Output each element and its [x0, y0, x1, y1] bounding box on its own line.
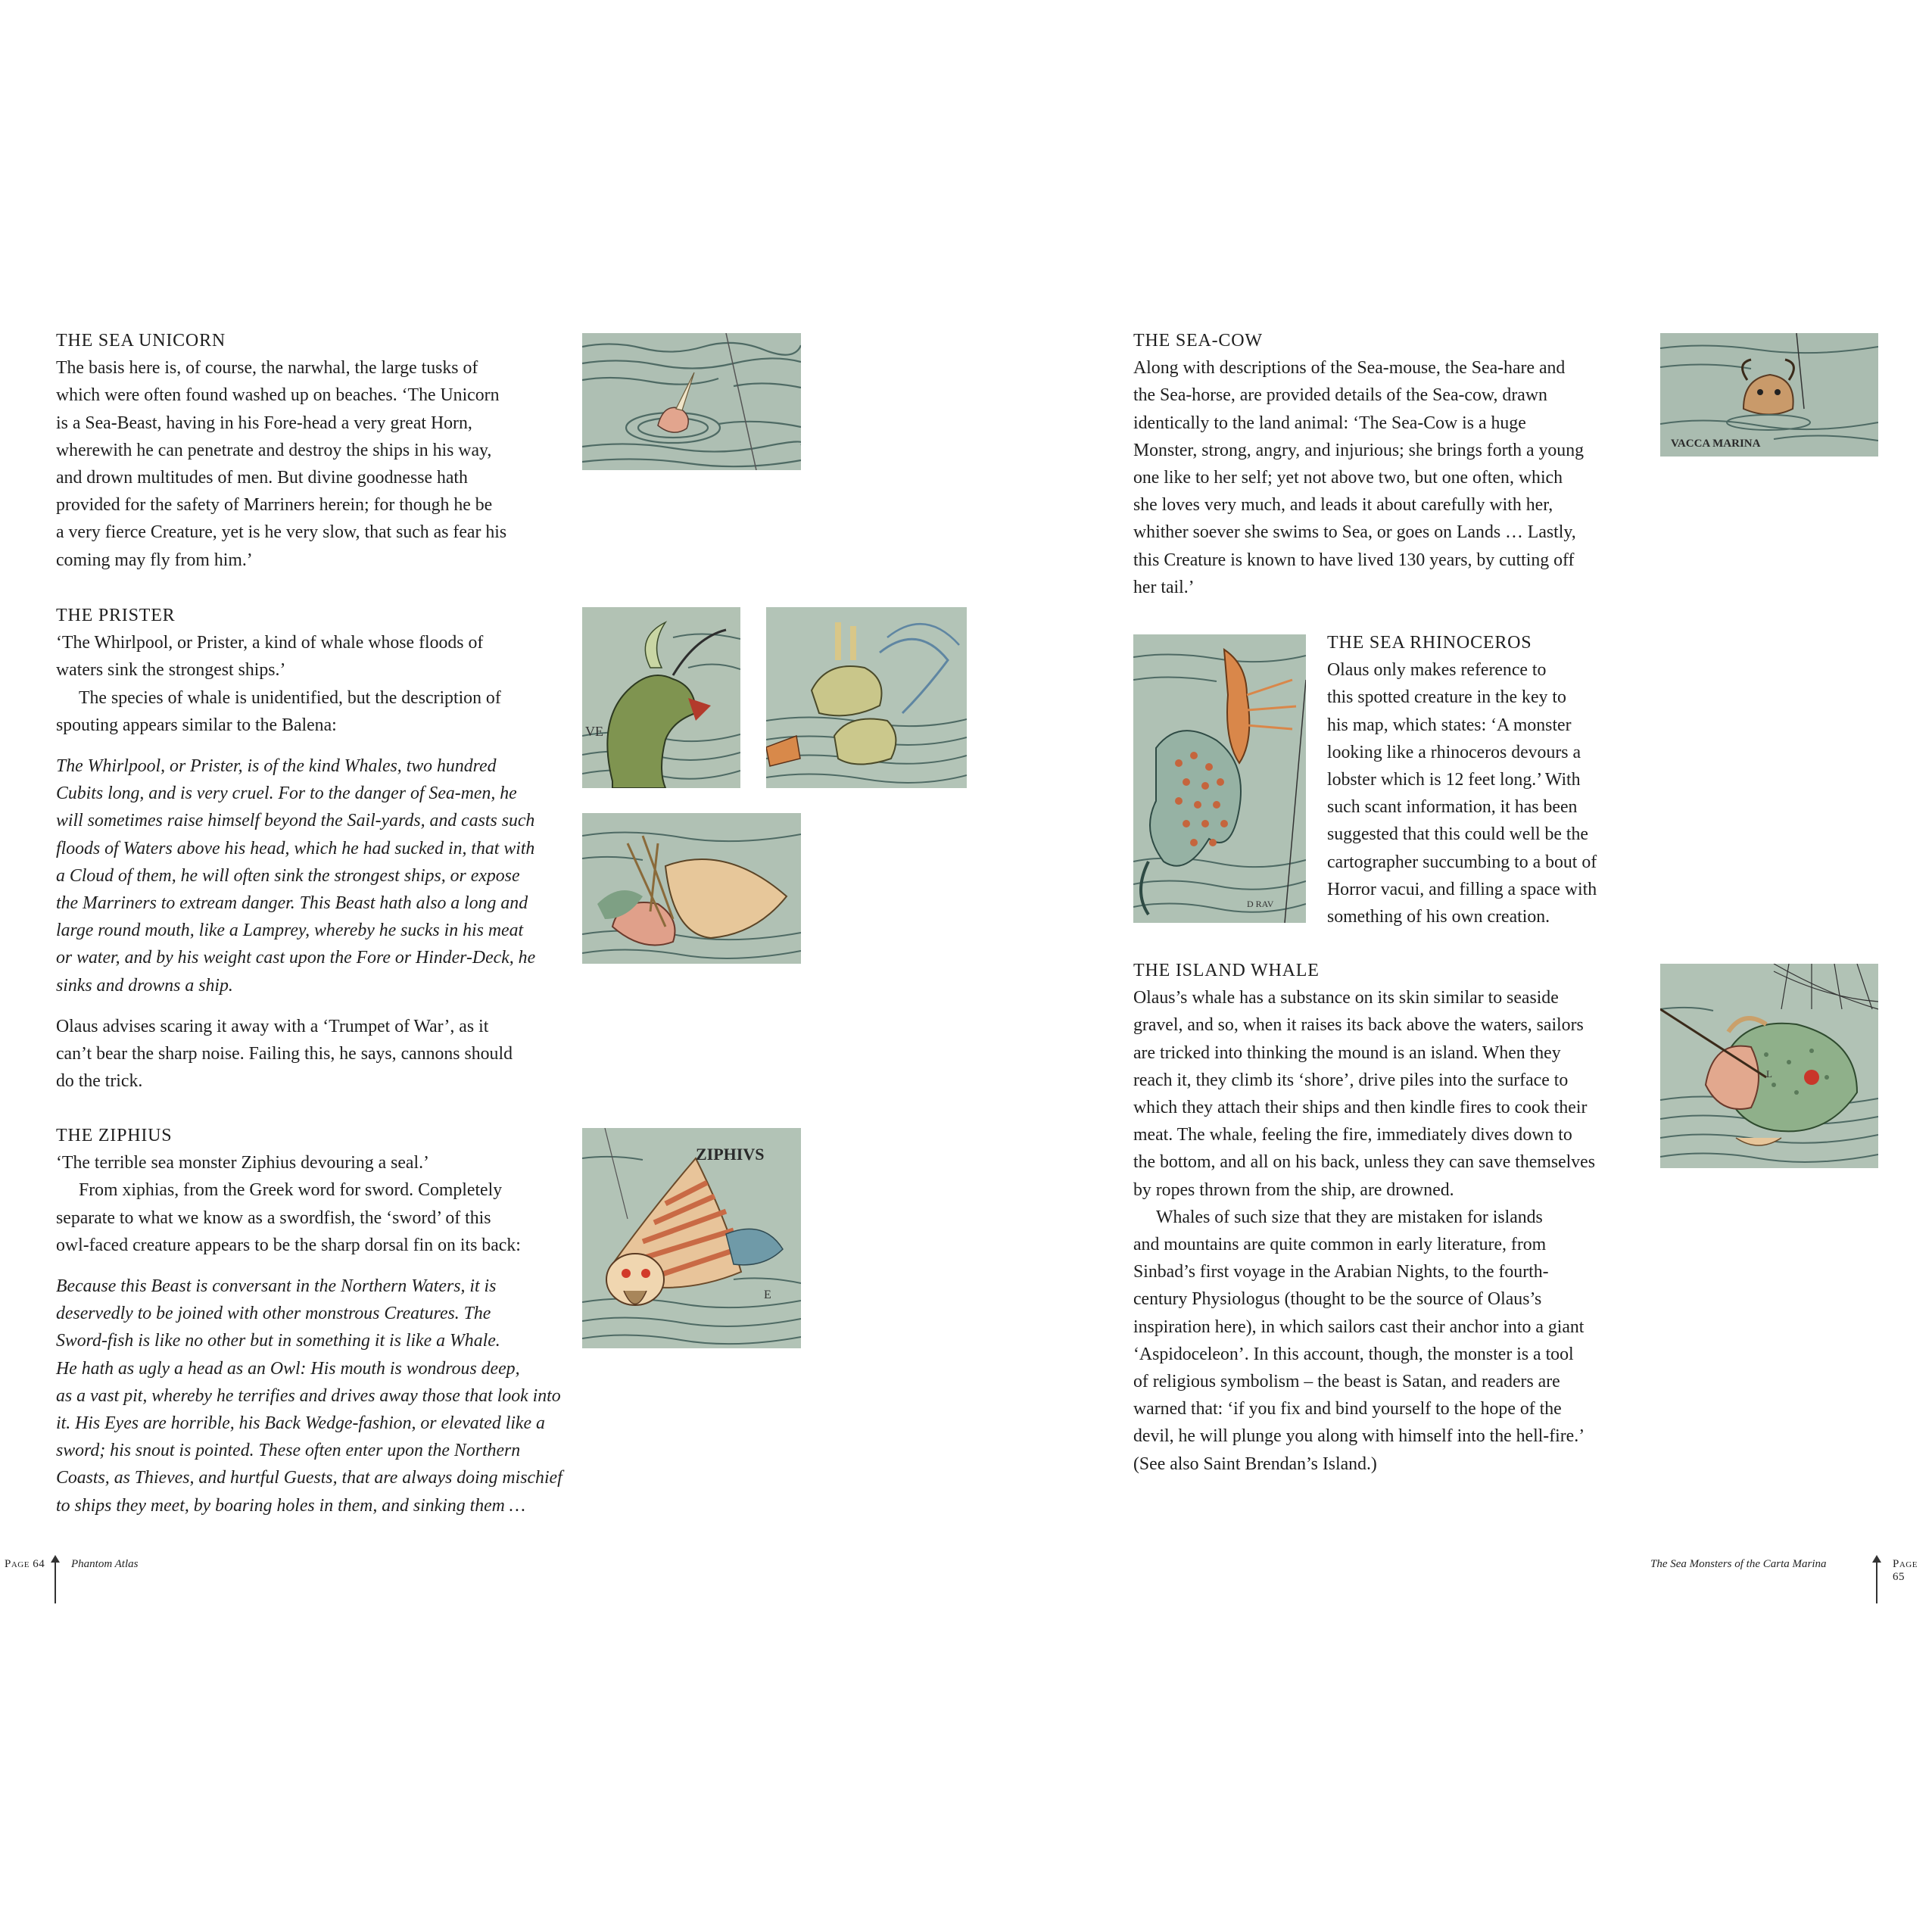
sea-rhinoceros-section [1327, 629, 1630, 930]
text-line: deservedly to be joined with other monstrous Creatures. The [56, 1304, 491, 1324]
text-line: Olaus advises scaring it away with a ‘Trumpet of War’, as it [56, 1016, 489, 1036]
text-line: a very fierce Creature, yet is he very slow, that such as fear his [56, 522, 507, 543]
text-line: Sinbad’s first voyage in the Arabian Nights, to the fourth- [1133, 1262, 1549, 1282]
svg-text:L: L [1766, 1068, 1772, 1080]
text-line: her tail.’ [1133, 577, 1195, 597]
text-line: Coasts, as Thieves, and hurtful Guests, that are always doing mischief [56, 1468, 562, 1488]
text-line: a Cloud of them, he will often sink the strongest ships, or expose [56, 865, 520, 886]
sea-unicorn-body [56, 354, 556, 574]
svg-text:VE: VE [585, 724, 603, 739]
text-line: Because this Beast is conversant in the Northern Waters, it is [56, 1276, 497, 1297]
ziphius-image [582, 1128, 801, 1348]
ziphius-figure-label: ZIPHIVS [696, 1145, 765, 1164]
sea-cow-section [1133, 327, 1618, 601]
right-running-title: The Sea Monsters of the Carta Marina [1650, 1558, 1827, 1570]
text-line: The Whirlpool, or Prister, is of the kind Whales, two hundred [56, 756, 497, 777]
sea-cow-figure-label: VACCA MARINA [1671, 438, 1761, 450]
text-line: his map, which states: ‘A monster [1327, 715, 1572, 735]
sea-unicorn-heading: THE SEA UNICORN [56, 331, 226, 351]
text-line: Sword-fish is like no other but in something it is like a Whale. [56, 1331, 500, 1351]
text-line: as a vast pit, whereby he terrifies and drives away those that look into [56, 1385, 561, 1406]
text-line: Horror vacui, and filling a space with [1327, 879, 1597, 899]
text-line: cartographer succumbing to a bout of [1327, 852, 1597, 872]
sea-unicorn-image [582, 333, 801, 470]
text-line: The species of whale is unidentified, but the description of [79, 687, 501, 708]
left-running-title: Phantom Atlas [71, 1558, 139, 1570]
sea-unicorn-section [56, 327, 556, 574]
text-line: ‘The terrible sea monster Ziphius devouring a seal.’ [56, 1153, 429, 1173]
text-line: separate to what we know as a swordfish, the ‘sword’ of this [56, 1208, 491, 1228]
text-line: Along with descriptions of the Sea-mouse, the Sea-hare and [1133, 358, 1566, 379]
text-line: she loves very much, and leads it about carefully with her, [1133, 495, 1553, 516]
text-line: something of his own creation. [1327, 907, 1550, 927]
text-line: and mountains are quite common in early literature, from [1133, 1235, 1547, 1255]
text-line: spouting appears similar to the Balena: [56, 715, 337, 735]
prister-after [56, 1013, 556, 1095]
prister-quote [56, 753, 556, 999]
text-line: this Creature is known to have lived 130 years, by cutting off [1133, 550, 1575, 570]
text-line: meat. The whale, feeling the fire, immediately dives down to [1133, 1125, 1572, 1145]
text-line: inspiration here), in which sailors cast their anchor into a giant [1133, 1317, 1585, 1337]
island-whale-section [1133, 957, 1633, 1478]
text-line: whither soever she swims to Sea, or goes on Lands … Lastly, [1133, 522, 1576, 543]
island-whale-heading: THE ISLAND WHALE [1133, 961, 1320, 980]
text-line: Whales of such size that they are mistaken for islands [1156, 1207, 1543, 1227]
text-line: coming may fly from him.’ [56, 550, 253, 570]
text-line: and drown multitudes of men. But divine goodnesse hath [56, 468, 468, 488]
sea-rhinoceros-image [1133, 634, 1306, 923]
ziphius-quote [56, 1273, 571, 1519]
text-line: of religious symbolism – the beast is Satan, and readers are [1133, 1372, 1560, 1392]
text-line: owl-faced creature appears to be the sharp dorsal fin on its back: [56, 1235, 521, 1255]
text-line: century Physiologus (thought to be the source of Olaus’s [1133, 1289, 1542, 1310]
island-whale-body [1133, 984, 1633, 1204]
left-footer-arrow [55, 1557, 56, 1603]
text-line: devil, he will plunge you along with himself into the hell-fire.’ [1133, 1426, 1585, 1447]
text-line: this spotted creature in the key to [1327, 687, 1566, 708]
text-line: warned that: ‘if you fix and bind yourself to the hope of the [1133, 1399, 1562, 1419]
text-line: reach it, they climb its ‘shore’, drive piles into the surface to [1133, 1070, 1569, 1090]
sea-rhinoceros-heading: THE SEA RHINOCEROS [1327, 633, 1532, 653]
text-line: the Marriners to extream danger. This Beast hath also a long and [56, 893, 528, 914]
sea-cow-image [1660, 333, 1878, 457]
text-line: are tricked into thinking the mound is an island. When they [1133, 1042, 1561, 1063]
text-line: sinks and drowns a ship. [56, 975, 233, 996]
prister-heading: THE PRISTER [56, 606, 176, 625]
text-line: which they attach their ships and then kindle fires to cook their [1133, 1098, 1588, 1118]
text-line: Monster, strong, angry, and injurious; she brings forth a young [1133, 440, 1584, 460]
text-line: Olaus only makes reference to [1327, 660, 1547, 681]
text-line: the bottom, and all on his back, unless they can save themselves [1133, 1152, 1595, 1173]
text-line: can’t bear the sharp noise. Failing this, he says, cannons should [56, 1044, 513, 1064]
text-line: wherewith he can penetrate and destroy the ships in his way, [56, 440, 492, 460]
text-line: one like to her self; yet not above two, but one often, which [1133, 468, 1563, 488]
prister-section [56, 602, 556, 1095]
sea-cow-body [1133, 354, 1618, 601]
text-line: do the trick. [56, 1071, 143, 1092]
text-line: such scant information, it has been [1327, 797, 1578, 818]
prister-image-3 [582, 813, 801, 964]
text-line: it. His Eyes are horrible, his Back Wedge-fashion, or elevated like a [56, 1413, 545, 1434]
sea-cow-heading: THE SEA-COW [1133, 331, 1263, 351]
text-line: or water, and by his weight cast upon the Fore or Hinder-Deck, he [56, 948, 536, 968]
text-line: identically to the land animal: ‘The Sea-Cow is a huge [1133, 413, 1526, 433]
ziphius-intro [56, 1149, 571, 1176]
text-line: waters sink the strongest ships.’ [56, 660, 286, 681]
text-line: by ropes thrown from the ship, are drowned. [1133, 1179, 1454, 1200]
text-line: (See also Saint Brendan’s Island.) [1133, 1454, 1377, 1474]
text-line: From xiphias, from the Greek word for sword. Completely [79, 1180, 503, 1201]
island-whale-indent [1133, 1204, 1633, 1478]
left-page-number: Page 64 [5, 1558, 45, 1570]
prister-intro [56, 629, 556, 684]
text-line: The basis here is, of course, the narwhal, the large tusks of [56, 358, 478, 379]
text-line: sword; his snout is pointed. These often enter upon the Northern [56, 1441, 521, 1461]
text-line: floods of Waters above his head, which he had sucked in, that with [56, 838, 535, 858]
right-footer-arrow [1876, 1557, 1877, 1603]
prister-image-2 [766, 607, 967, 788]
text-line: looking like a rhinoceros devours a [1327, 742, 1581, 762]
ziphius-heading: THE ZIPHIUS [56, 1126, 173, 1145]
text-line: lobster which is 12 feet long.’ With [1327, 770, 1581, 790]
text-line: ‘Aspidoceleon’. In this account, though, the monster is a tool [1133, 1344, 1574, 1364]
text-line: ‘The Whirlpool, or Prister, a kind of whale whose floods of [56, 633, 484, 653]
prister-image-1 [582, 607, 740, 788]
text-line: large round mouth, like a Lamprey, whereby he sucks in his meat [56, 921, 524, 941]
island-whale-image [1660, 964, 1878, 1168]
text-line: is a Sea-Beast, having in his Fore-head a very great Horn, [56, 413, 472, 433]
text-line: gravel, and so, when it raises its back above the waters, sailors [1133, 1015, 1584, 1036]
text-line: provided for the safety of Marriners herein; for though he be [56, 495, 493, 516]
sea-rhinoceros-body [1327, 656, 1630, 930]
text-line: He hath as ugly a head as an Owl: His mouth is wondrous deep, [56, 1358, 520, 1379]
ziphius-indent [56, 1176, 571, 1259]
text-line: to ships they meet, by boaring holes in them, and sinking them … [56, 1495, 525, 1516]
text-line: suggested that this could well be the [1327, 824, 1588, 845]
prister-indent [56, 684, 556, 739]
right-page-number: Page 65 [1893, 1558, 1918, 1583]
text-line: which were often found washed up on beaches. ‘The Unicorn [56, 385, 500, 406]
svg-text:D RAV: D RAV [1247, 899, 1274, 909]
text-line: will sometimes raise himself beyond the Sail-yards, and casts such [56, 811, 535, 831]
ziphius-section [56, 1122, 571, 1519]
svg-text:E: E [764, 1289, 771, 1301]
text-line: Olaus’s whale has a substance on its skin similar to seaside [1133, 988, 1559, 1008]
text-line: the Sea-horse, are provided details of the Sea-cow, drawn [1133, 385, 1547, 406]
text-line: Cubits long, and is very cruel. For to the danger of Sea-men, he [56, 784, 517, 804]
